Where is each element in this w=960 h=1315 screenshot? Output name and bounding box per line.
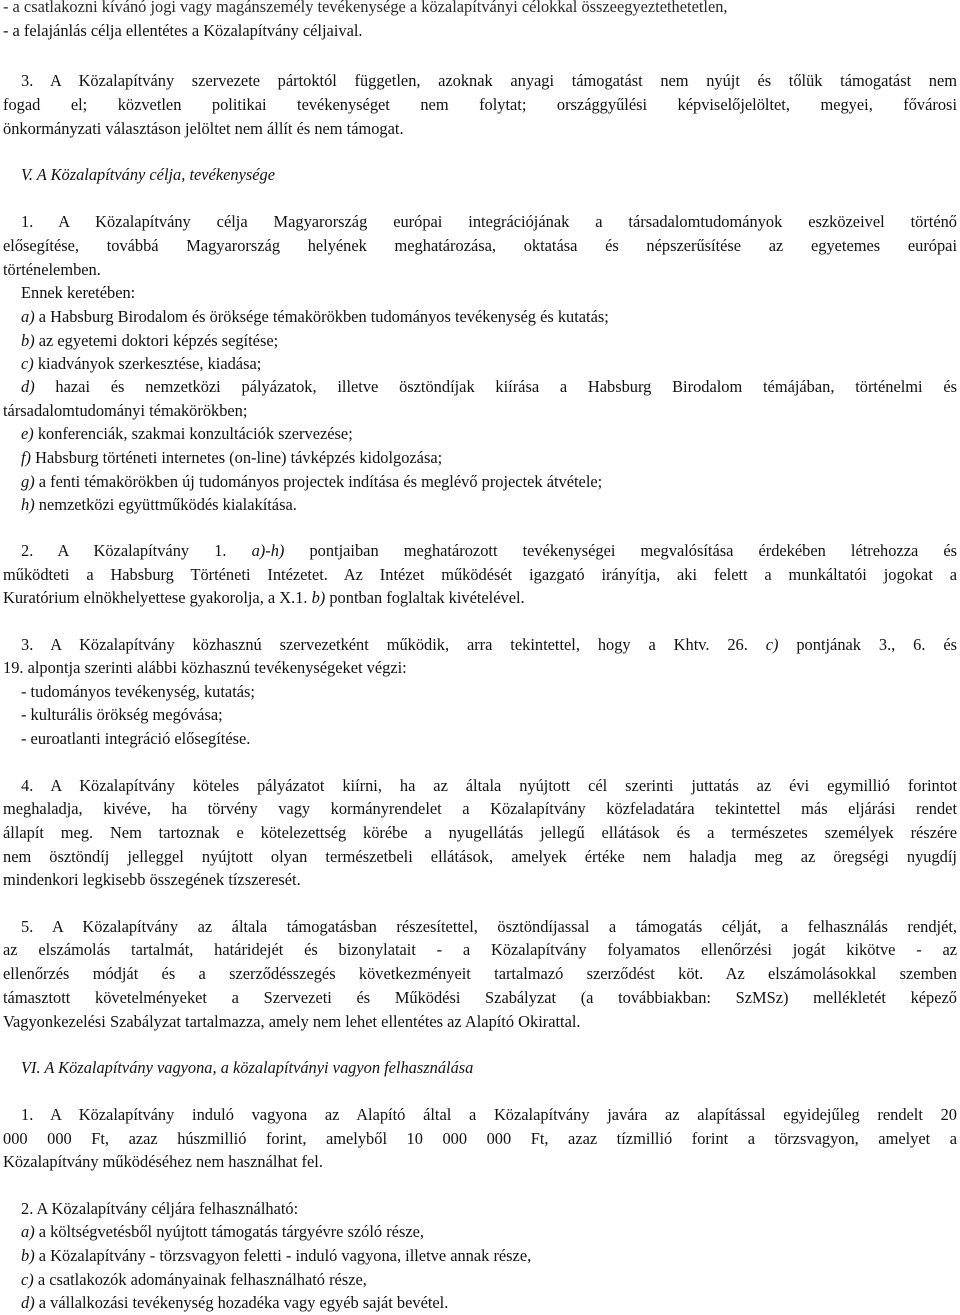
paragraph-line: 3. A Közalapítvány szervezete pártoktól független, azoknak anyagi támogatást nem nyújt és tőlük támogatást nem [21, 71, 957, 90]
paragraph-line: működteti a Habsburg Történeti Intézetet. Az Intézet működését igazgató irányítja, aki felett a munkáltatói jogokat a [3, 565, 957, 584]
list-item: f) Habsburg történeti internetes (on-line) távképzés kidolgozása; [21, 448, 443, 467]
paragraph-line: Közalapítvány működéséhez nem használhat fel. [3, 1152, 323, 1171]
paragraph-line: 19. alpontja szerinti alábbi közhasznú tevékenységeket végzi: [3, 658, 407, 677]
list-item: b) a Közalapítvány - törzsvagyon feletti - induló vagyona, illetve annak része, [21, 1246, 532, 1265]
paragraph-line: 1. A Közalapítvány induló vagyona az Alapító által a Közalapítvány javára az alapítással egyidejűleg rendelt 20 [21, 1105, 957, 1124]
paragraph-line: önkormányzati választáson jelöltet nem állít és nem támogat. [3, 119, 404, 138]
paragraph-line: támasztott követelményeket a Szervezeti és Működési Szabályzat (a továbbiakban: SzMSz) mellékletét képező [3, 988, 957, 1007]
list-item: c) a csatlakozók adományainak felhasználható része, [21, 1270, 367, 1289]
paragraph-line: Kuratórium elnökhelyettese gyakorolja, a X.1. b) pontban foglaltak kivételével. [3, 588, 525, 607]
list-item: c) kiadványok szerkesztése, kiadása; [21, 354, 262, 373]
paragraph-line: 2. A Közalapítvány céljára felhasználható: [21, 1199, 299, 1218]
paragraph-line: mindenkori legkisebb összegének tízszeresét. [3, 870, 301, 889]
section-title: VI. A Közalapítvány vagyona, a közalapítványi vagyon felhasználása [21, 1058, 474, 1077]
paragraph-line: az elszámolás tartalmát, határidejét és bizonylatait - a Közalapítvány folyamatos ellenőrzési jogát kikötve - az [3, 940, 957, 959]
list-item: - a csatlakozni kívánó jogi vagy magánszemély tevékenysége a közalapítványi célokkal összeegyeztethetetlen, [3, 0, 728, 16]
paragraph-line: meghaladja, kivéve, ha törvény vagy kormányrendelet a Közalapítvány közfeladatára tekintettel más eljárási rendet [3, 799, 957, 818]
paragraph-line: Ennek keretében: [21, 283, 136, 302]
list-item: e) konferenciák, szakmai konzultációk szervezése; [21, 424, 353, 443]
paragraph-line: történelemben. [3, 260, 101, 279]
list-item: b) az egyetemi doktori képzés segítése; [21, 331, 279, 350]
list-item: d) hazai és nemzetközi pályázatok, illetve ösztöndíjak kiírása a Habsburg Birodalom témájában, történelmi és [21, 377, 957, 396]
list-item: h) nemzetközi együttműködés kialakítása. [21, 495, 297, 514]
list-item: - a felajánlás célja ellentétes a Közalapítvány céljaival. [3, 21, 363, 40]
list-item: a) a Habsburg Birodalom és öröksége témakörökben tudományos tevékenység és kutatás; [21, 307, 609, 326]
paragraph-line: 3. A Közalapítvány közhasznú szervezetként működik, arra tekintettel, hogy a Khtv. 26. c) pontjának 3., 6. és [21, 635, 957, 654]
list-item: - tudományos tevékenység, kutatás; [21, 682, 255, 701]
paragraph-line: ellenőrzés módját és a szerződésszegés következményeit tartalmazó szerződést köt. Az elszámolásokkal szemben [3, 964, 957, 983]
list-item: - kulturális örökség megóvása; [21, 705, 223, 724]
paragraph-line: 000 000 Ft, azaz húszmillió forint, amelyből 10 000 000 Ft, azaz tízmillió forint a törzsvagyon, amelyet a [3, 1129, 957, 1148]
paragraph-line: 2. A Közalapítvány 1. a)-h) pontjaiban meghatározott tevékenységei megvalósítása érdekében létrehozza és [21, 541, 957, 560]
paragraph-line: 4. A Közalapítvány köteles pályázatot kiírni, ha az általa nyújtott cél szerinti juttatás az évi egymillió forintot [21, 776, 957, 795]
paragraph-line: állapít meg. Nem tartoznak e kötelezettség körébe a nyugellátás jellegű ellátások és a természetes személyek részére [3, 823, 957, 842]
list-item: - euroatlanti integráció elősegítése. [21, 729, 251, 748]
section-title: V. A Közalapítvány célja, tevékenysége [21, 165, 275, 184]
paragraph-line: elősegítése, továbbá Magyarország helyének meghatározása, oktatása és népszerűsítése az egyetemes európai [3, 236, 957, 255]
paragraph-line: fogad el; közvetlen politikai tevékenységet nem folytat; országgyűlési képviselőjelöltet, megyei, fővárosi [3, 95, 957, 114]
list-item: társadalomtudományi témakörökben; [3, 401, 248, 420]
paragraph-line: 1. A Közalapítvány célja Magyarország európai integrációjának a társadalomtudományok eszközeivel történő [21, 212, 957, 231]
list-item: d) a vállalkozási tevékenység hozadéka vagy egyéb saját bevétel. [21, 1293, 449, 1312]
paragraph-line: Vagyonkezelési Szabályzat tartalmazza, amely nem lehet ellentétes az Alapító Okirattal. [3, 1012, 581, 1031]
list-item: g) a fenti témakörökben új tudományos projectek indítása és meglévő projectek átvétele; [21, 472, 603, 491]
paragraph-line: nem ösztöndíj jelleggel nyújtott olyan természetbeli ellátások, amelyek értéke nem haladja meg az öregségi nyugdíj [3, 847, 957, 866]
list-item: a) a költségvetésből nyújtott támogatás tárgyévre szóló része, [21, 1222, 424, 1241]
paragraph-line: 5. A Közalapítvány az általa támogatásban részesítettel, ösztöndíjassal a támogatás célját, a felhasználás rendjét, [21, 917, 957, 936]
